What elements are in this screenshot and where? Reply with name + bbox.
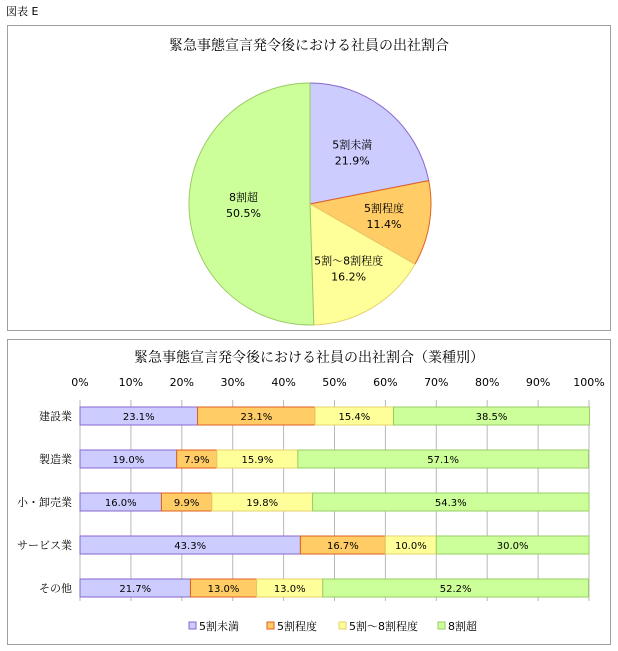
category-label: 製造業 xyxy=(39,453,72,466)
bar-segment-label: 15.9% xyxy=(241,455,274,466)
legend-swatch xyxy=(339,622,346,629)
pie-slice-value: 16.2% xyxy=(331,270,367,284)
pie-slice-label: 5割～8割程度 xyxy=(314,254,384,268)
pie-slice-value: 21.9% xyxy=(334,154,370,168)
bar-segment-label: 9.9% xyxy=(173,498,200,509)
x-tick-label: 30% xyxy=(220,376,245,389)
x-tick-label: 10% xyxy=(118,376,144,389)
bar-segment-label: 10.0% xyxy=(394,541,427,552)
pie-slice-value: 11.4% xyxy=(366,218,402,232)
x-tick-label: 60% xyxy=(373,376,398,389)
pie-chart xyxy=(8,26,610,330)
bar-segment-label: 57.1% xyxy=(427,455,460,466)
bar-segment-label: 38.5% xyxy=(475,412,508,423)
bar-segment-label: 23.1% xyxy=(122,412,155,423)
bar-segment-label: 30.0% xyxy=(496,541,529,552)
bar-segment-label: 19.8% xyxy=(246,498,279,509)
category-label: 小・卸売業 xyxy=(17,496,72,509)
category-label: 建設業 xyxy=(39,410,72,423)
legend-swatch xyxy=(189,622,196,629)
x-tick-label: 70% xyxy=(424,376,449,389)
legend-swatch xyxy=(438,622,445,629)
stacked-bar-chart xyxy=(8,340,610,644)
x-tick-label: 100% xyxy=(573,376,605,389)
bar-segment-label: 21.7% xyxy=(119,584,152,595)
category-label: その他 xyxy=(39,582,72,595)
x-tick-label: 0% xyxy=(71,376,89,389)
category-label: サービス業 xyxy=(17,539,72,552)
bar-segment-label: 13.0% xyxy=(207,584,240,595)
legend-label: 8割超 xyxy=(448,620,477,633)
x-tick-label: 80% xyxy=(474,376,500,389)
legend-label: 5割～8割程度 xyxy=(349,620,418,633)
pie-chart-title: 緊急事態宣言発令後における社員の出社割合 xyxy=(169,38,449,54)
legend-swatch xyxy=(267,622,274,629)
bar-segment-label: 13.0% xyxy=(273,584,306,595)
pie-slice-label: 5割程度 xyxy=(364,202,405,216)
bar-segment-label: 52.2% xyxy=(439,584,472,595)
bar-chart-panel xyxy=(7,339,611,645)
pie-slice-value: 50.5% xyxy=(225,207,261,221)
pie-slice-label: 5割未満 xyxy=(332,138,373,152)
x-tick-label: 90% xyxy=(525,376,551,389)
pie-slice-label: 8割超 xyxy=(228,191,258,205)
bar-segment-label: 16.7% xyxy=(327,541,359,552)
x-tick-label: 50% xyxy=(322,376,347,389)
legend-label: 5割程度 xyxy=(277,620,317,633)
pie-chart-panel xyxy=(7,25,611,331)
bar-segment-label: 19.0% xyxy=(112,455,145,466)
bar-segment-label: 43.3% xyxy=(174,541,207,552)
x-tick-label: 40% xyxy=(271,376,296,389)
bar-segment-label: 16.0% xyxy=(104,498,137,509)
bar-segment-label: 15.4% xyxy=(338,412,371,423)
bar-segment-label: 23.1% xyxy=(240,412,273,423)
legend-label: 5割未満 xyxy=(199,620,239,633)
bar-chart-title: 緊急事態宣言発令後における社員の出社割合（業種別） xyxy=(134,350,484,366)
bar-segment-label: 54.3% xyxy=(434,498,467,509)
x-tick-label: 20% xyxy=(169,376,195,389)
figure-label: 図表 E xyxy=(6,5,39,18)
bar-segment-label: 7.9% xyxy=(184,455,210,466)
